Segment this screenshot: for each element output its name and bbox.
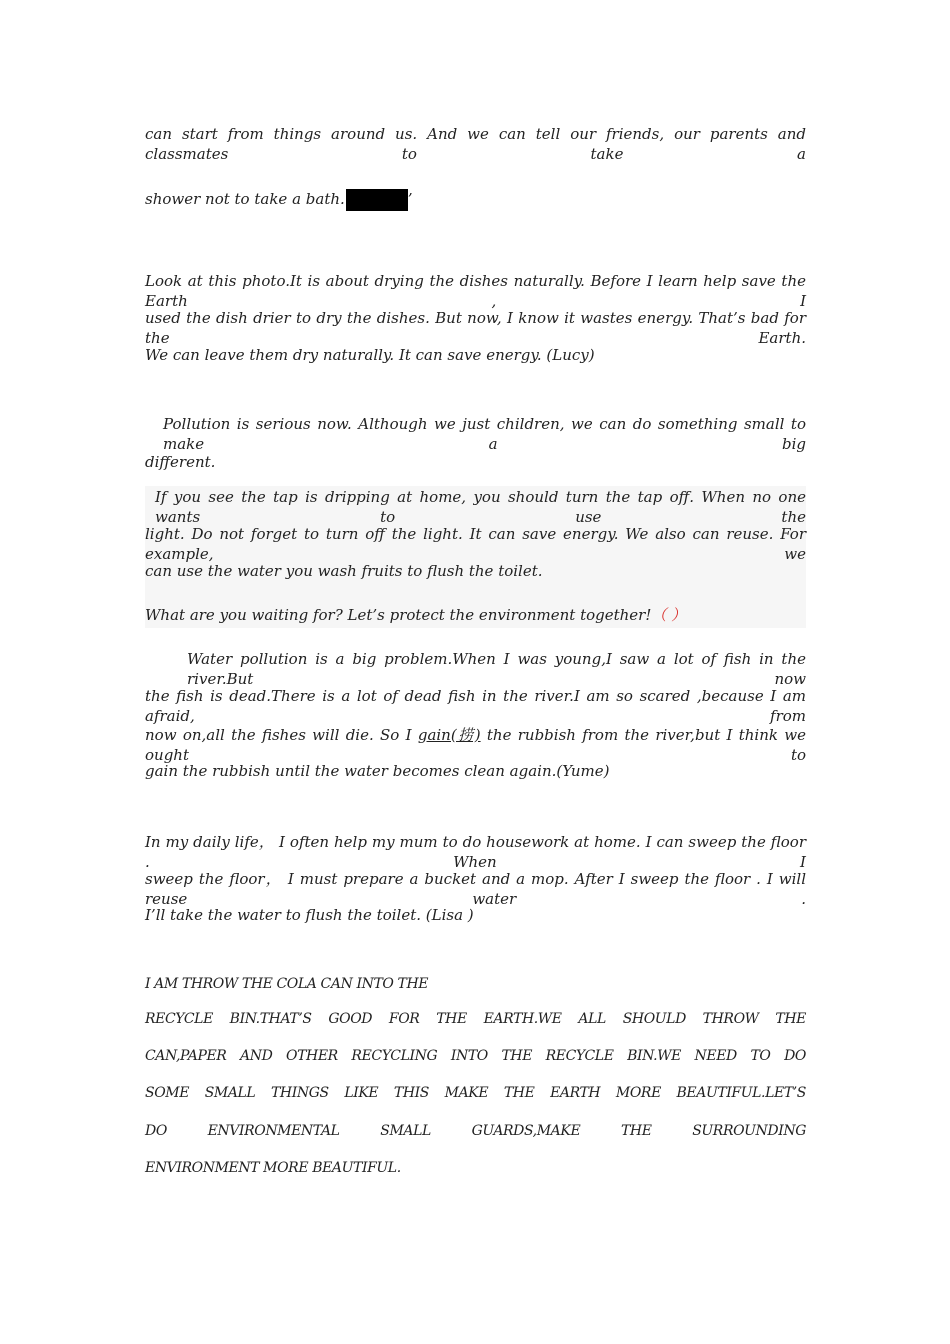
lucy-line-2: used the dish drier to dry the dishes. But now, I know it wastes energy. That’s bad for the Earth.	[145, 309, 806, 347]
cola-line-5: DO ENVIRONMENTAL SMALL GUARDS,MAKE THE SURROUNDING	[145, 1123, 806, 1139]
intro-line-2-end: ’	[407, 190, 413, 208]
cola-line-3: CAN,PAPER AND OTHER RECYCLING INTO THE RECYCLE BIN.WE NEED TO DO	[145, 1048, 806, 1064]
lisa-line-1: In my daily life， I often help my mum to do housework at home. I can sweep the floor . When I	[145, 833, 806, 871]
tap-closing-line	[145, 605, 806, 625]
cola-line-4: SOME SMALL THINGS LIKE THIS MAKE THE EARTH MORE BEAUTIFUL.LET’S	[145, 1085, 806, 1101]
intro-line-1: can start from things around us. And we can tell our friends, our parents and classmates to take a	[145, 125, 806, 163]
tap-closing-text: What are you waiting for? Let’s protect the environment together!	[145, 606, 652, 624]
pollution-line-2: different.	[145, 453, 216, 471]
yume-line-3	[145, 725, 806, 765]
lucy-line-1: Look at this photo.It is about drying the dishes naturally. Before I learn help save the Earth , I	[145, 272, 806, 310]
tap-line-1: If you see the tap is dripping at home, you should turn the tap off. When no one wants to use the	[155, 488, 806, 526]
yume-underlined-word: gain(捞)	[417, 726, 481, 744]
lisa-line-2: sweep the floor， I must prepare a bucket and a mop. After I sweep the floor . I will reuse water .	[145, 870, 806, 908]
intro-line-2-text: shower not to take a bath.	[145, 190, 345, 208]
redaction-block	[346, 189, 408, 211]
yume-line-2: the fish is dead.There is a lot of dead fish in the river.I am so scared ,because I am afraid, from	[145, 687, 806, 725]
cola-line-6: ENVIRONMENT MORE BEAUTIFUL.	[145, 1160, 401, 1176]
yume-line-1: Water pollution is a big problem.When I was young,I saw a lot of fish in the river.But now	[187, 650, 806, 688]
cola-line-2: RECYCLE BIN.THAT’S GOOD FOR THE EARTH.WE ALL SHOULD THROW THE	[145, 1011, 806, 1027]
intro-line-2	[145, 189, 806, 211]
red-parenthesis: （ ）	[651, 606, 687, 624]
pollution-line-1: Pollution is serious now. Although we just children, we can do something small to make a big	[163, 415, 806, 453]
yume-line-3-pre: now on,all the fishes will die. So I	[145, 726, 418, 744]
lucy-line-3: We can leave them dry naturally. It can save energy. (Lucy)	[145, 346, 595, 364]
cola-line-1: I AM THROW THE COLA CAN INTO THE	[145, 976, 429, 992]
yume-line-3-post: the rubbish from the river,but I think we ought to	[145, 726, 806, 764]
lisa-line-3: I’ll take the water to flush the toilet. (Lisa )	[145, 906, 474, 924]
tap-line-2: light. Do not forget to turn off the light. It can save energy. We also can reuse. For example, we	[145, 525, 806, 563]
yume-line-4: gain the rubbish until the water becomes clean again.(Yume)	[145, 762, 610, 780]
tap-line-3: can use the water you wash fruits to flush the toilet.	[145, 562, 543, 580]
